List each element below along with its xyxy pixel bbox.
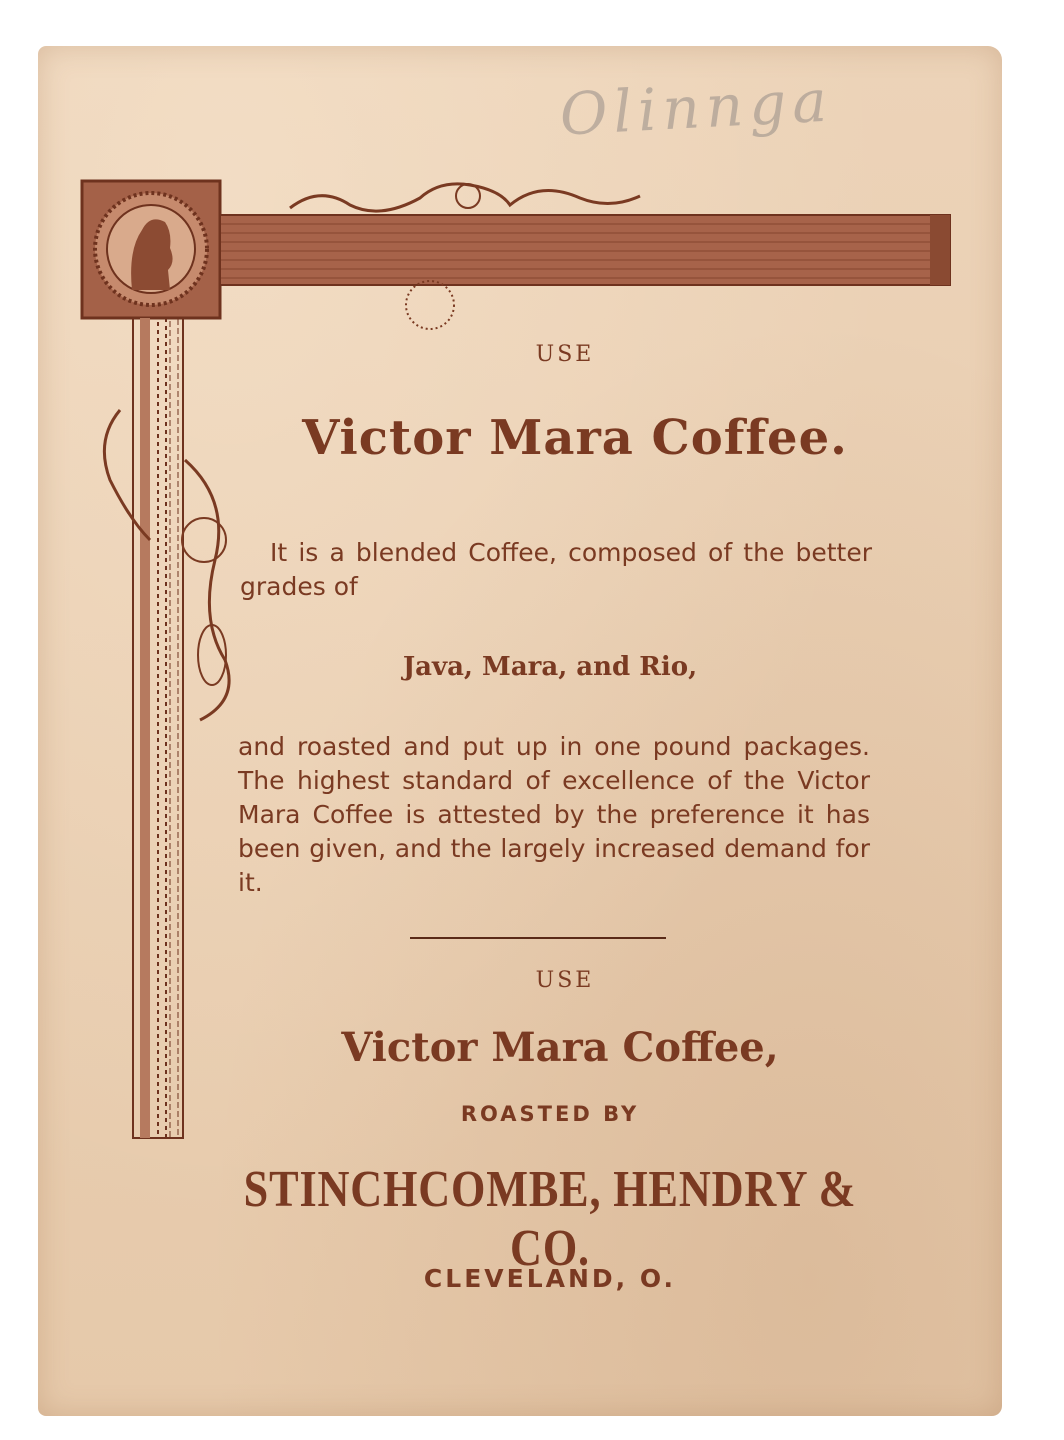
divider-rule (410, 937, 666, 939)
portrait-medallion-icon (82, 181, 220, 318)
product-title-bottom: Victor Mara Coffee, (341, 1024, 779, 1071)
product-title-top: Victor Mara Coffee. (302, 410, 848, 466)
use-heading-bottom: USE (535, 968, 595, 993)
description-paragraph-2: and roasted and put up in one pound packages. The highest standard of excellence of the Victor Mara Coffee is attested by the preference it has been given, and the largely increased demand for it. (238, 732, 870, 897)
handwritten-note: Olinnga (558, 66, 835, 149)
top-ornament-bar (220, 184, 950, 329)
roasted-by-label: ROASTED BY (460, 1102, 640, 1126)
use-heading-top: USE (535, 342, 595, 367)
coffee-origins: Java, Mara, and Rio, (402, 652, 698, 682)
company-name: STINCHCOMBE, HENDRY & CO. (243, 1161, 857, 1277)
description-paragraph-1: It is a blended Coffee, composed of the better grades of (240, 538, 872, 601)
company-city: CLEVELAND, O. (423, 1264, 677, 1293)
